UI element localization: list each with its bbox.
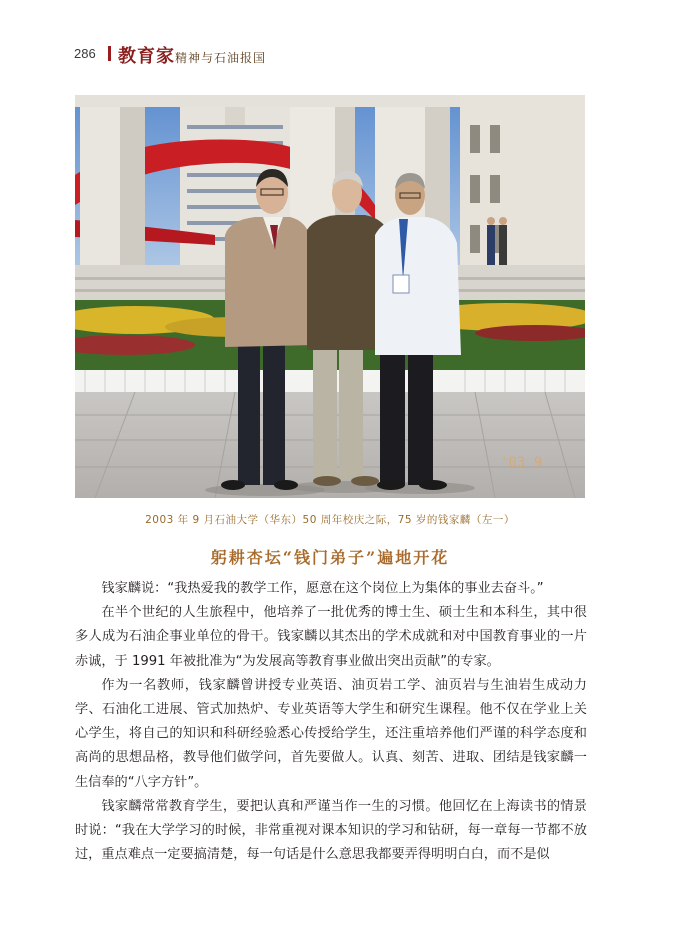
running-title-rest: 精神与石油报国	[175, 51, 267, 65]
page-header	[74, 44, 594, 67]
running-title-main: 教育家	[118, 46, 175, 67]
body-text	[75, 577, 587, 867]
running-title	[118, 42, 266, 68]
page-number: 286	[74, 46, 96, 61]
header-divider	[108, 46, 111, 61]
paragraph: 钱家麟常常教育学生，要把认真和严谨当作一生的习惯。他回忆在上海读书的情景时说：“我在大学学习的时候，非常重视对课本知识的学习和钻研，每一章每一节都不放过，重点难点一定要搞清楚，每一句话是什么意思我都要弄得明明白白，而不是似	[75, 798, 587, 863]
group-photo	[75, 95, 585, 498]
photo-date-stamp: '03 9	[500, 455, 543, 471]
paragraph: 在半个世纪的人生旅程中，他培养了一批优秀的博士生、硕士生和本科生，其中很多人成为石油企事业单位的骨干。钱家麟以其杰出的学术成就和对中国教育事业的一片赤诚，于 1991 年被批准为“为发展高等教育事业做出突出贡献”的专家。	[75, 605, 587, 669]
paragraph: 作为一名教师，钱家麟曾讲授专业英语、油页岩工学、油页岩与生油岩生成动力学、石油化工进展、管式加热炉、专业英语等大学生和研究生课程。他不仅在学业上关心学生，将自己的知识和科研经验悉心传授给学生，还注重培养他们严谨的科学态度和高尚的思想品格，教导他们做学问，首先要做人。认真、刻苦、进取、团结是钱家麟一生信奉的“八字方针”。	[75, 677, 587, 790]
paragraph: 钱家麟说：“我热爱我的教学工作，愿意在这个岗位上为集体的事业去奋斗。”	[101, 581, 544, 596]
section-title: 躬耕杏坛“钱门弟子”遍地开花	[210, 548, 450, 567]
photo-caption: 2003 年 9 月石油大学（华东）50 周年校庆之际，75 岁的钱家麟（左一）	[145, 514, 515, 526]
